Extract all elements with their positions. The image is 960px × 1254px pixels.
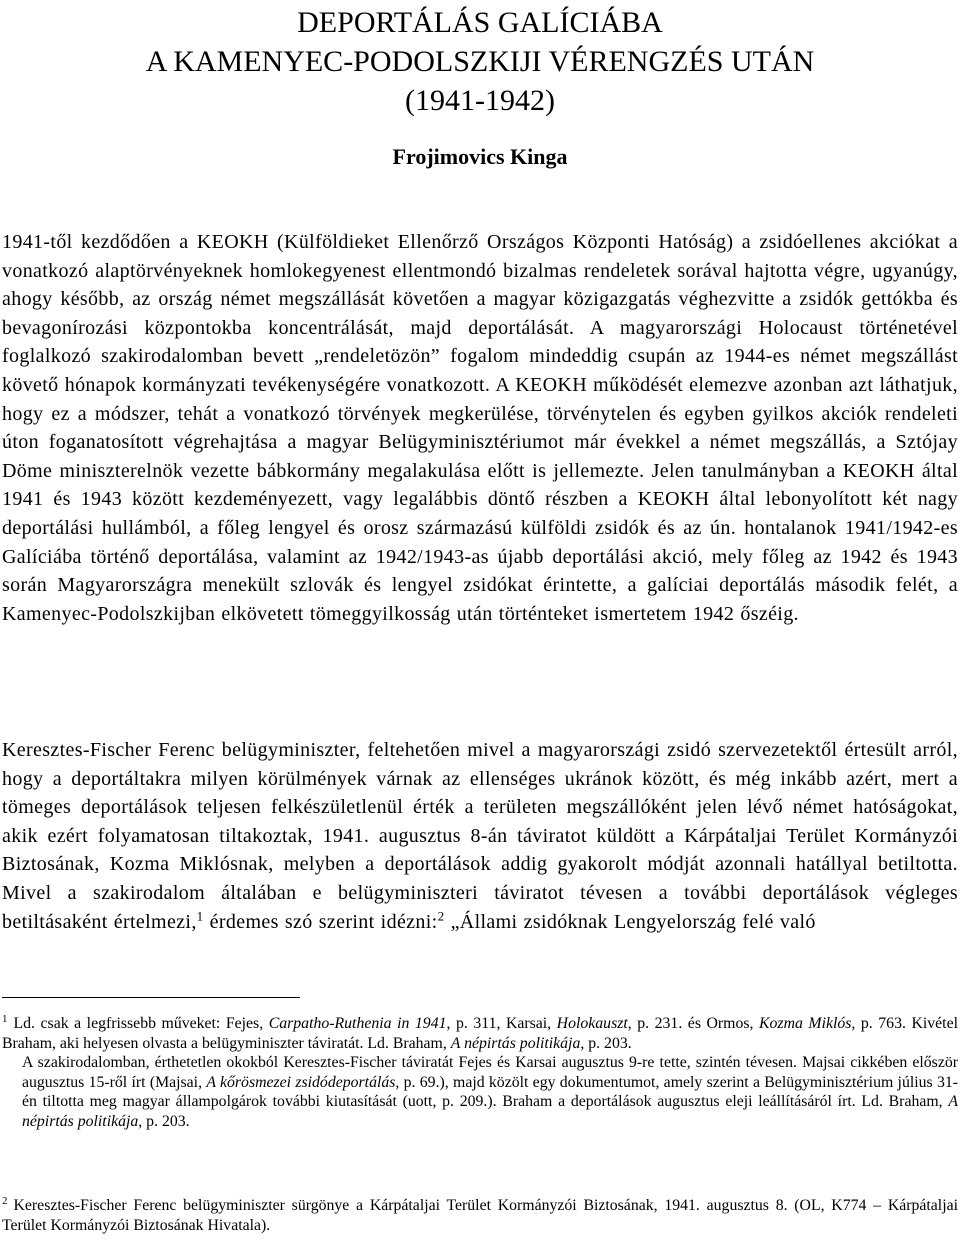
footnote-ref-2[interactable]: 2 <box>437 907 445 923</box>
title-line-1: DEPORTÁLÁS GALÍCIÁBA <box>297 6 663 39</box>
footnote-1-text: A szakirodalomban, érthetetlen okokból Keresztes-Fischer táviratát Fejes és Karsai augusztus 9-re tette, szintén tévesen. Majsai cikkében először augusztus 15-ről írt (Majsai, <box>22 1054 958 1091</box>
footnote-1-text: , p. 763. Kivétel Braham, aki helyesen olvasta a belügyminiszter táviratát. Ld. Braham, <box>2 1015 958 1052</box>
footnote-1-work-title: A népirtás politikája <box>22 1093 958 1130</box>
footnote-1-text: , p. 231. és Ormos, <box>627 1015 759 1032</box>
footnote-1-first-part <box>2 1014 958 1053</box>
footnote-ref-1[interactable]: 1 <box>196 907 204 923</box>
footnote-1-work-title: Holokauszt <box>556 1015 628 1032</box>
footnote-1-work-title: Carpatho-Ruthenia in 1941 <box>268 1015 447 1032</box>
footnote-1-work-title: Kozma Miklós <box>759 1015 852 1032</box>
title-line-2: A KAMENYEC-PODOLSZKIJI VÉRENGZÉS UTÁN <box>145 45 815 78</box>
footnote-1-number: 1 <box>2 1012 8 1025</box>
footnote-1-work-title: A népirtás politikája <box>450 1034 581 1052</box>
footnote-1-work-title: A kőrösmezei zsidódeportálás <box>206 1073 396 1091</box>
paragraph-2-text-c: „Állami zsidóknak Lengyelország felé való <box>444 910 816 933</box>
paragraph-2-text-a: Keresztes-Fischer Ferenc belügyminiszter, feltehetően mivel a magyarországi zsidó szervezetektől értesült arról, hogy a deportáltakra milyen körülmények várnak az ellenséges ukránok között, és még inkább azért, mert a tömeges deportálások teljesen felkészületlenül érték a területen megszállóként jelen lévő német hatóságokat, akik ezért folyamatosan tiltakoztak, 1941. augusztus 8-án táviratot küldött a Kárpátaljai Terület Kormányzói Biztosának, Kozma Miklósnak, melyben a deportálások addig gyakorolt módját azonnali hatállyal betiltotta. Mivel a szakirodalom általában e belügyminiszteri táviratot tévesen a további deportálások végleges betiltásaként értelmezi, <box>2 739 958 933</box>
footnote-1 <box>2 1014 958 1132</box>
footnote-2 <box>2 1196 958 1235</box>
paragraph-2-text-b: érdemes szó szerint idézni: <box>203 910 438 933</box>
footnote-1-text: , p. 311, Karsai, <box>446 1015 557 1032</box>
footnote-1-text: , p. 69.), majd közölt egy dokumentumot, amely szerint a Belügyminisztérium július 31-én tiltotta meg magyar állampolgárok további kiutasítását (uott, p. 209.). Braham a deportálások augusztus eleji leállításáról írt. Ld. Braham, <box>22 1073 959 1111</box>
footnote-1-second-part <box>2 1053 958 1131</box>
footnote-2-number: 2 <box>2 1194 8 1207</box>
footnote-1-text: , p. 203. <box>580 1034 632 1052</box>
footnote-2-text: Keresztes-Fischer Ferenc belügyminiszter sürgönye a Kárpátaljai Terület Kormányzói Biztosának, 1941. augusztus 8. (OL, K774 – Kárpátaljai Terület Kormányzói Biztosának Hivatala). <box>2 1197 958 1234</box>
footnote-1-text: , p. 203. <box>138 1112 190 1130</box>
author-name: Frojimovics Kinga <box>392 144 568 169</box>
footnote-separator <box>2 997 300 998</box>
paragraph-2 <box>2 736 958 936</box>
footnote-1-text: Ld. csak a legfrissebb műveket: Fejes, <box>13 1015 269 1032</box>
paragraph-1: 1941-től kezdődően a KEOKH (Külföldieket Ellenőrző Országos Központi Hatóság) a zsidóellenes akciókat a vonatkozó alaptörvényeknek homlokegyenest ellentmondó bizalmas rendeletek sorával hajtotta végre, ugyanúgy, ahogy később, az ország német megszállását követően a magyar közigazgatás véghezvitte a zsidók gettókba és bevagonírozási központokba koncentrálását, majd deportálását. A magyarországi Holocaust történetével foglalkozó szakirodalomban bevett „rendeletözön” fogalom mindeddig csupán az 1944-es német megszállást követő hónapok kormányzati tevékenységére vonatkozott. A KEOKH működését elemezve azonban azt láthatjuk, hogy ez a módszer, tehát a vonatkozó törvények megkerülése, törvénytelen és egyben gyilkos akciók rendeleti úton foganatosított végrehajtása a magyar Belügyminisztériumot már évekkel a német megszállás, a Sztójay Döme miniszterelnök vezette bábkormány megalakulása előtt is jellemezte. Jelen tanulmányban a KEOKH által 1941 és 1943 között kezdeményezett, vagy legalábbis döntő részben a KEOKH által lebonyolított két nagy deportálási hullámból, a főleg lengyel és orosz származású külföldi zsidók és az ún. hontalanok 1941/1942-es Galíciába történő deportálása, valamint az 1942/1943-as újabb deportálási akció, mely főleg az 1942 és 1943 során Magyarországra menekült szlovák és lengyel zsidókat érintette, a galíciai deportálás második felét, a Kamenyec-Podolszkijban elkövetett tömeggyilkosság után történteket ismertetem 1942 őszéig. <box>2 231 958 625</box>
title-line-3: (1941-1942) <box>405 84 555 117</box>
